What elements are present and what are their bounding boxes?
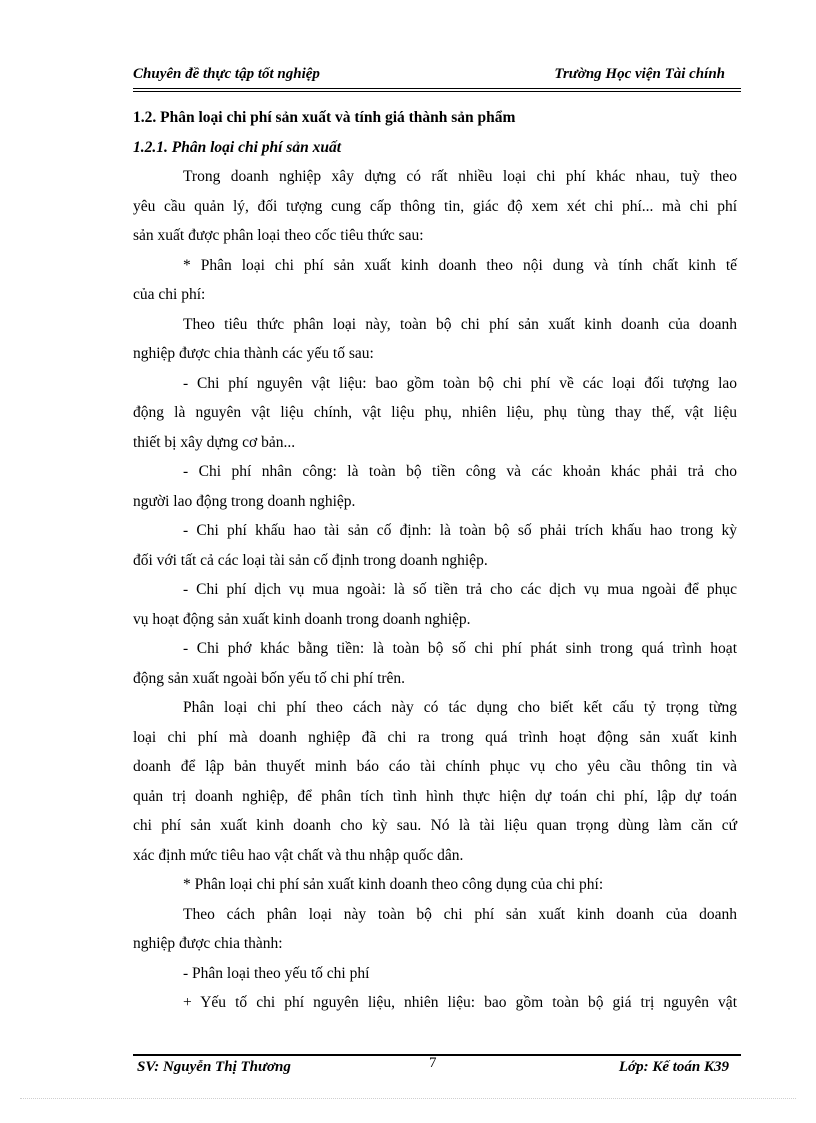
- header-rule: [133, 88, 741, 92]
- paragraph-line: nghiệp được chia thành các yếu tố sau:: [133, 345, 374, 362]
- subsection-heading: 1.2.1. Phân loại chi phí sản xuất: [133, 138, 342, 156]
- paragraph-line: Theo tiêu thức phân loại này, toàn bộ chi phí sản xuất kinh doanh của doanh: [183, 315, 737, 333]
- paragraph-line: thiết bị xây dựng cơ bản...: [133, 433, 296, 451]
- paragraph-line: đối với tất cả các loại tài sản cố định trong doanh nghiệp.: [133, 551, 488, 569]
- paragraph-line: chi phí sản xuất kinh doanh cho kỳ sau. Nó là tài liệu quan trọng dùng làm căn cứ: [133, 817, 737, 834]
- paragraph-line: - Chi phí nhân công: là toàn bộ tiền công và các khoản khác phải trả cho: [183, 463, 737, 480]
- header-school: Trường Học viện Tài chính: [554, 66, 725, 82]
- paragraph-line: loại chi phí mà doanh nghiệp đã chi ra trong quá trình hoạt động sản xuất kinh: [133, 728, 737, 746]
- page-number: 7: [429, 1055, 437, 1071]
- paragraph-line: - Chi phí khấu hao tài sản cố định: là toàn bộ số phải trích khấu hao trong kỳ: [183, 522, 737, 539]
- paragraph-line: + Yếu tố chi phí nguyên liệu, nhiên liệu: bao gồm toàn bộ giá trị nguyên vật: [183, 994, 737, 1011]
- paragraph-line: xác định mức tiêu hao vật chất và thu nhập quốc dân.: [133, 846, 464, 864]
- section-heading: 1.2. Phân loại chi phí sản xuất và tính giá thành sản phẩm: [133, 109, 516, 126]
- paragraph-line: động là nguyên vật liệu chính, vật liệu phụ, nhiên liệu, phụ tùng thay thế, vật liệu: [133, 404, 737, 421]
- page-footer: [133, 1057, 741, 1081]
- page-header: [133, 64, 741, 88]
- paragraph-line: * Phân loại chi phí sản xuất kinh doanh theo công dụng của chi phí:: [183, 876, 604, 893]
- paragraph-line: Trong doanh nghiệp xây dựng có rất nhiều loại chi phí khác nhau, tuỳ theo: [183, 168, 737, 185]
- paragraph-line: * Phân loại chi phí sản xuất kinh doanh theo nội dung và tính chất kinh tế: [183, 256, 737, 274]
- footer-class: Lớp: Kế toán K39: [618, 1059, 729, 1075]
- document-body: [133, 103, 737, 1018]
- paragraph-line: - Chi phí nguyên vật liệu: bao gồm toàn bộ chi phí về các loại đối tượng lao: [183, 374, 737, 392]
- paragraph-line: sản xuất được phân loại theo cốc tiêu thức sau:: [133, 227, 424, 244]
- paragraph-line: doanh để lập bản thuyết minh báo cáo tài chính phục vụ cho yêu cầu thông tin và: [133, 758, 737, 775]
- paragraph-line: nghiệp được chia thành:: [133, 935, 283, 952]
- paragraph-line: yêu cầu quản lý, đối tượng cung cấp thông tin, giác độ xem xét chi phí... mà chi phí: [133, 197, 737, 215]
- paragraph-line: của chi phí:: [133, 286, 206, 303]
- paragraph-line: Theo cách phân loại này toàn bộ chi phí sản xuất kinh doanh của doanh: [183, 905, 737, 923]
- paragraph-line: - Phân loại theo yếu tố chi phí: [183, 964, 370, 982]
- header-title: Chuyên đề thực tập tốt nghiệp: [133, 66, 320, 82]
- footer-rule: [133, 1054, 741, 1056]
- paragraph-line: vụ hoạt động sản xuất kinh doanh trong doanh nghiệp.: [133, 610, 471, 628]
- footer-student: SV: Nguyễn Thị Thương: [137, 1059, 291, 1075]
- page-bottom-divider: [20, 1098, 796, 1099]
- paragraph-line: - Chi phớ khác bằng tiền: là toàn bộ số chi phí phát sinh trong quá trình hoạt: [183, 640, 737, 657]
- paragraph-line: người lao động trong doanh nghiệp.: [133, 492, 356, 510]
- paragraph-line: động sản xuất ngoài bốn yếu tố chi phí trên.: [133, 669, 406, 687]
- paragraph-line: Phân loại chi phí theo cách này có tác dụng cho biết kết cấu tỷ trọng từng: [183, 699, 737, 716]
- paragraph-line: - Chi phí dịch vụ mua ngoài: là số tiền trả cho các dịch vụ mua ngoài để phục: [183, 581, 737, 598]
- paragraph-line: quản trị doanh nghiệp, để phân tích tình hình thực hiện dự toán chi phí, lập dự toán: [133, 787, 737, 805]
